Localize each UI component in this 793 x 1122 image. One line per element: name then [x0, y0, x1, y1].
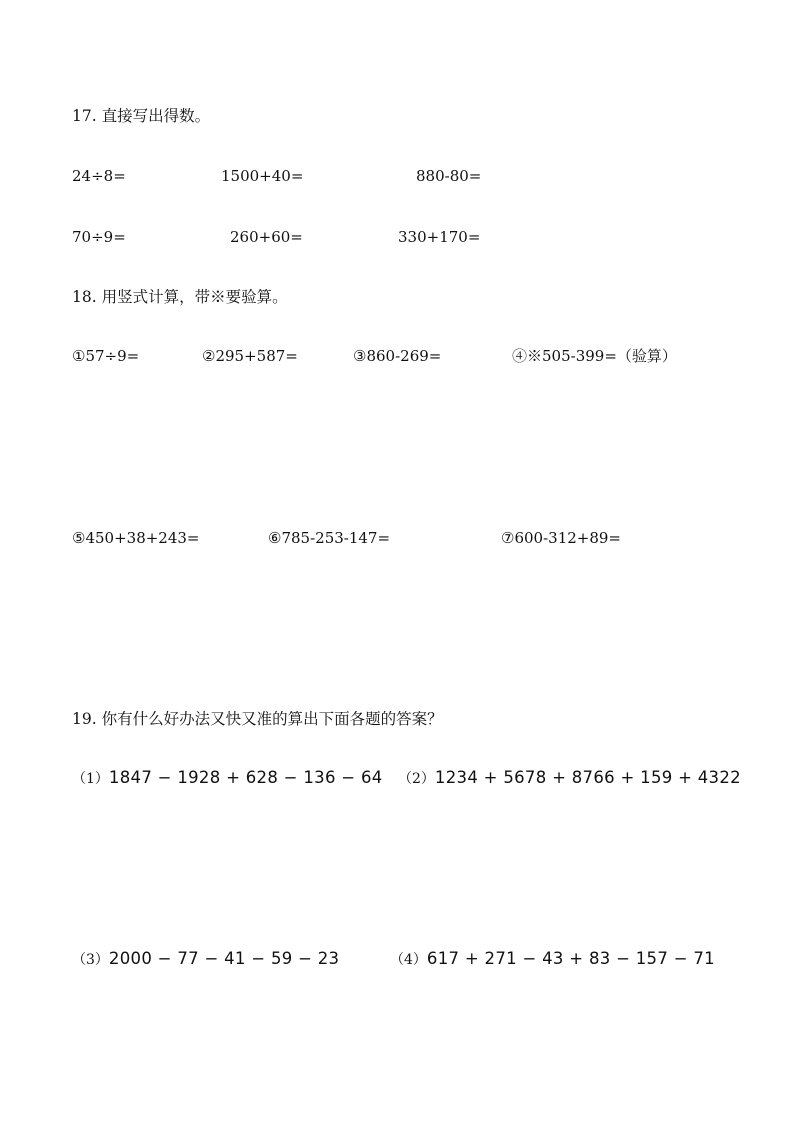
q18-problem-1: ①57÷9=	[72, 347, 140, 365]
q18-title: 18. 用竖式计算，带※要验算。	[72, 288, 288, 306]
q19-problem-2-label: （2）	[398, 771, 435, 787]
q19-problem-3-label: （3）	[72, 952, 109, 968]
q17-problem-6: 330+170=	[398, 228, 481, 246]
q19-problem-2	[398, 768, 741, 789]
q17-title: 17. 直接写出得数。	[72, 107, 211, 125]
q17-problem-3: 880-80=	[416, 167, 482, 185]
q18-problem-2: ②295+587=	[202, 347, 298, 365]
q17-problem-5: 260+60=	[230, 228, 303, 246]
q19-problem-3	[72, 949, 339, 970]
q18-problem-3: ③860-269=	[353, 347, 442, 365]
q19-problem-1-expression: 1847 − 1928 + 628 − 136 − 64	[108, 768, 383, 787]
q19-problem-4	[390, 949, 715, 970]
q17-problem-2: 1500+40=	[221, 167, 304, 185]
q17-problem-1: 24÷8=	[72, 167, 126, 185]
q17-problem-4: 70÷9=	[72, 228, 126, 246]
q19-problem-2-expression: 1234 + 5678 + 8766 + 159 + 4322	[434, 768, 741, 787]
q19-problem-1-label: （1）	[72, 771, 109, 787]
q18-problem-5: ⑤450+38+243=	[72, 529, 200, 547]
q19-problem-3-expression: 2000 − 77 − 41 − 59 − 23	[108, 949, 340, 968]
q19-problem-4-label: （4）	[390, 952, 427, 968]
q18-problem-6: ⑥785-253-147=	[268, 529, 391, 547]
q18-problem-4: ④※505-399=（验算）	[512, 347, 677, 365]
q19-title: 19. 你有什么好办法又快又准的算出下面各题的答案？	[72, 710, 443, 728]
q19-problem-4-expression: 617 + 271 − 43 + 83 − 157 − 71	[426, 949, 715, 968]
q18-problem-7: ⑦600-312+89=	[501, 529, 621, 547]
q19-problem-1	[72, 768, 383, 789]
